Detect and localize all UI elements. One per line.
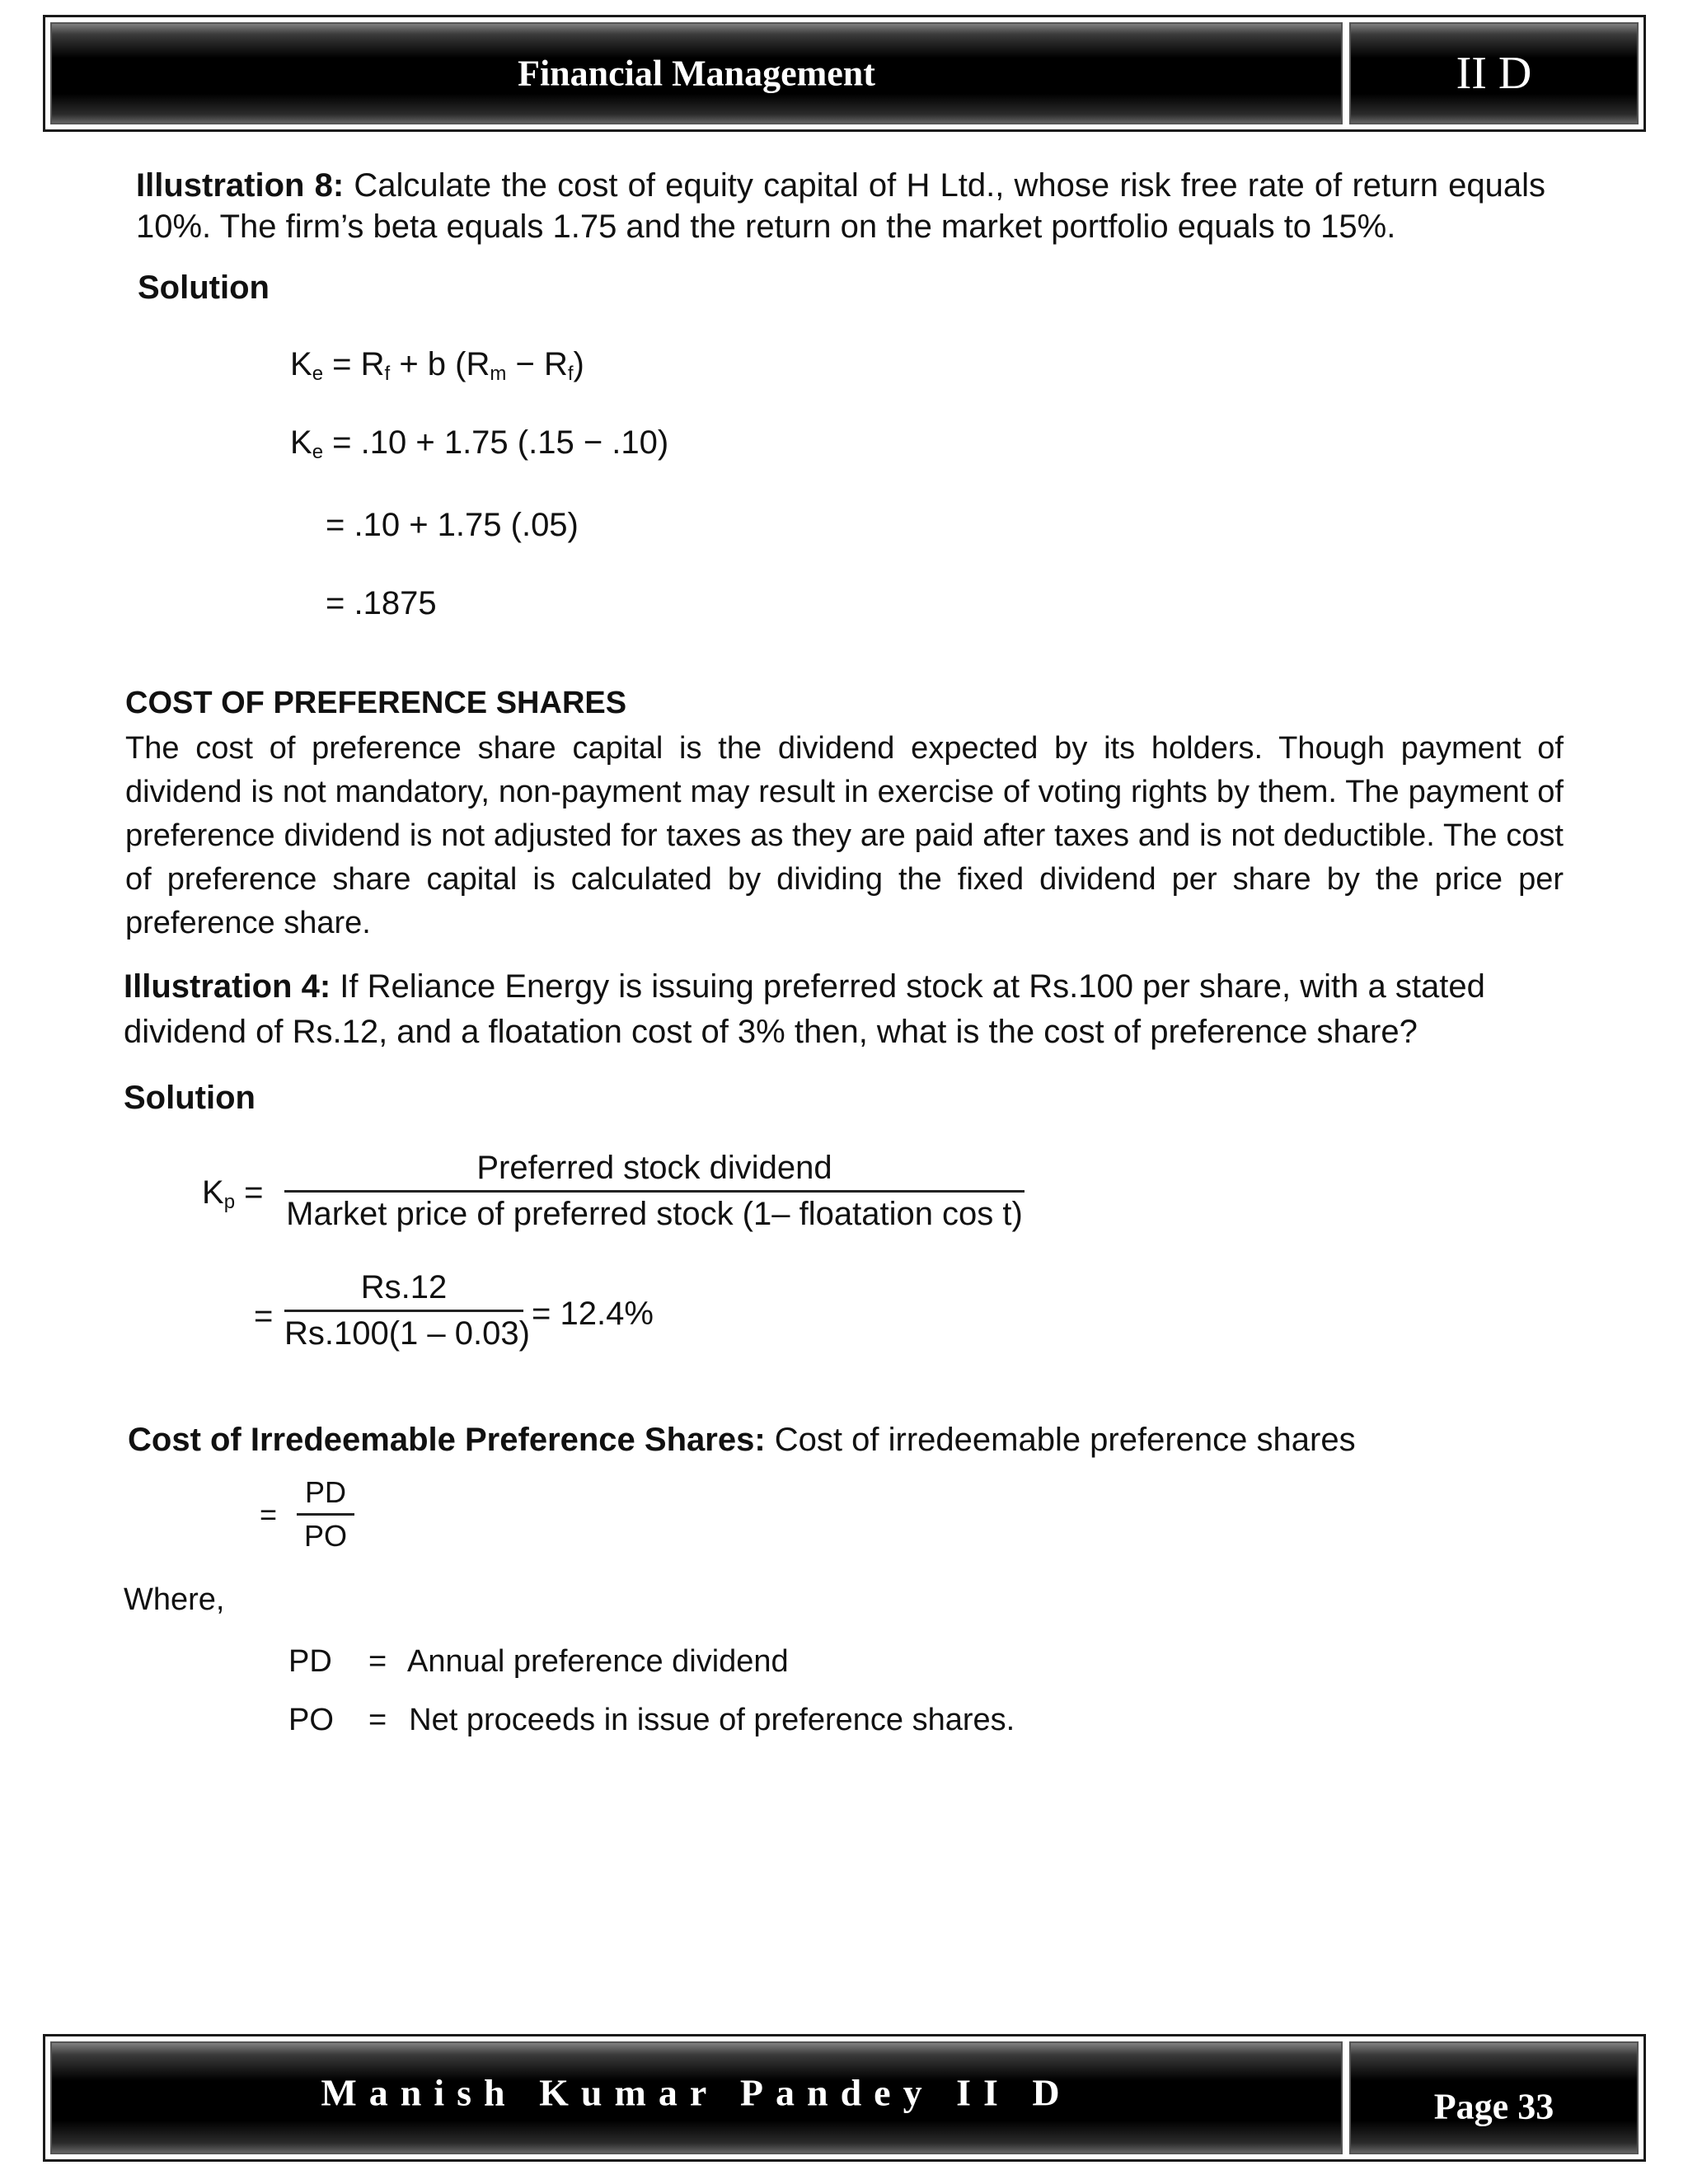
definition-symbol: PD: [288, 1644, 332, 1679]
footer-author: Manish Kumar Pandey II D: [321, 2071, 1072, 2114]
illustration-8: [136, 165, 1545, 247]
calc-result: = 12.4%: [532, 1296, 654, 1332]
footer-page-bar: [1349, 2041, 1639, 2154]
irredeemable-fraction: [297, 1475, 354, 1554]
kp-denominator: Market price of preferred stock (1– floatation cos t): [286, 1196, 1023, 1232]
ke-step-1: = .10 + 1.75 (.05): [326, 507, 579, 543]
section-heading: COST OF PREFERENCE SHARES: [125, 686, 627, 720]
calc-fraction: [284, 1269, 530, 1352]
definition-equals: =: [368, 1644, 387, 1679]
definition-description: Annual preference dividend: [407, 1644, 789, 1679]
solution-label-2: Solution: [124, 1080, 256, 1116]
definition-equals: =: [368, 1703, 387, 1737]
calc-numerator: Rs.12: [360, 1269, 448, 1305]
header-title: Financial Management: [518, 53, 875, 94]
illustration-8-text: Calculate the cost of equity capital of H Ltd., whose risk free rate of return equals 10%. The firm’s beta equals 1.75 and the return on the market portfolio equals to 15%.: [136, 167, 1545, 245]
illustration-4: [124, 964, 1541, 1055]
irredeemable-equals: =: [260, 1497, 278, 1531]
footer-author-bar: [50, 2041, 1343, 2154]
illustration-8-label: Illustration 8:: [136, 167, 345, 204]
definition-description: Net proceeds in issue of preference shares.: [409, 1703, 1015, 1737]
irredeemable-line: [128, 1422, 1356, 1459]
preference-paragraph: The cost of preference share capital is the dividend expected by its holders. Though payment of dividend is not mandatory, non-payment may result in exercise of voting rights by them. The payment of preference dividend is not adjusted for taxes as they are paid after taxes and is not deductible. The cost of preference share capital is calculated by dividing the fixed dividend per share by the price per preference share.: [125, 731, 1564, 940]
ke-step-2: = .1875: [326, 585, 437, 621]
ke-substitution: $K_e = .10 + 1.75$ (.15 − .10): [290, 424, 669, 463]
header-section-bar: [1349, 22, 1639, 124]
kp-symbol: $K_p$ =: [202, 1174, 264, 1213]
header-section: II D: [1456, 48, 1532, 99]
irredeemable-label: Cost of Irredeemable Preference Shares:: [128, 1422, 766, 1458]
solution-label-1: Solution: [138, 269, 270, 306]
kp-numerator: Preferred stock dividend: [476, 1150, 832, 1186]
page-footer: [43, 2034, 1646, 2162]
header-title-bar: [50, 22, 1343, 124]
illustration-4-text: If Reliance Energy is issuing preferred stock at Rs.100 per share, with a stated dividend of Rs.12, and a floatation cost of 3% then, what is the cost of preference share?: [124, 968, 1485, 1050]
ke-formula: $K_e = R_f + b$ $(R_m - R_f)$: [290, 346, 584, 385]
fraction-line: [297, 1513, 354, 1516]
page-number: Page 33: [1433, 2086, 1554, 2127]
calc-equals: =: [254, 1298, 274, 1334]
pd-numerator: PD: [304, 1475, 346, 1509]
fraction-line: [284, 1190, 1025, 1193]
calc-denominator: Rs.100(1 – 0.03): [284, 1315, 530, 1352]
irredeemable-text: Cost of irredeemable preference shares: [774, 1422, 1356, 1458]
fraction-line: [284, 1310, 523, 1312]
illustration-4-label: Illustration 4:: [124, 968, 331, 1005]
definition-symbol: PO: [288, 1703, 334, 1737]
po-denominator: PO: [303, 1519, 347, 1553]
where-label: Where,: [124, 1582, 225, 1617]
definition-row: [288, 1644, 789, 1680]
page-header: [43, 15, 1646, 132]
definition-row: [288, 1703, 1015, 1738]
kp-fraction: [284, 1150, 1025, 1233]
